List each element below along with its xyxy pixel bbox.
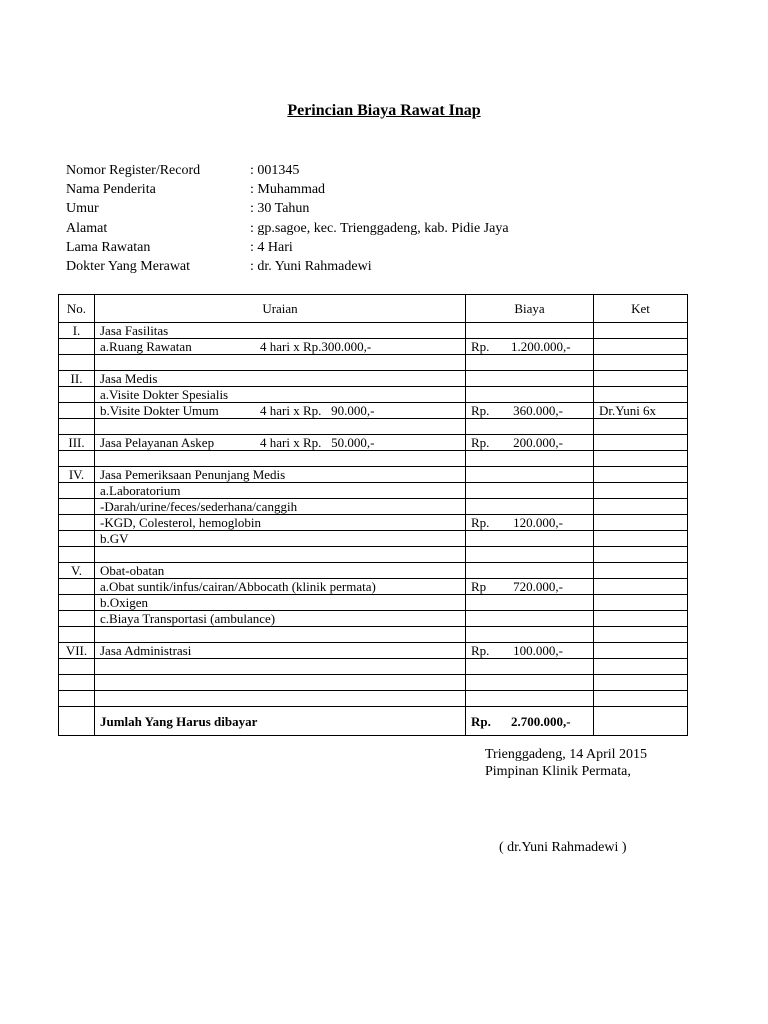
header-no: No.: [59, 295, 95, 323]
row-no: IV.: [59, 467, 95, 483]
row-ket: [594, 435, 688, 451]
row-description-cell: [95, 627, 466, 643]
table-row: [59, 499, 688, 515]
row-ket: [594, 611, 688, 627]
row-description-cell: [95, 435, 466, 451]
row-description: Jasa Pelayanan Askep: [100, 435, 215, 450]
info-label: Nomor Register/Record: [66, 163, 201, 178]
row-description-cell: [95, 355, 466, 371]
row-currency: Rp: [471, 579, 487, 594]
row-ket: [594, 451, 688, 467]
row-description-cell: [95, 483, 466, 499]
row-description: a.Ruang Rawatan: [100, 339, 192, 354]
row-ket: [594, 355, 688, 371]
row-description-cell: [95, 499, 466, 515]
header-uraian: Uraian: [95, 295, 466, 323]
info-row: [66, 257, 509, 276]
row-description-cell: [95, 387, 466, 403]
table-row: [59, 563, 688, 579]
cost-table: [58, 294, 688, 736]
row-currency: Rp.: [471, 643, 490, 658]
row-no: [59, 339, 95, 355]
row-description-cell: [95, 675, 466, 691]
row-amount-cell: [466, 355, 594, 371]
table-row: [59, 323, 688, 339]
table-row: [59, 515, 688, 531]
row-description: Jasa Pemeriksaan Penunjang Medis: [100, 467, 286, 482]
table-row: [59, 547, 688, 563]
row-amount-cell: [466, 659, 594, 675]
header-ket: Ket: [594, 295, 688, 323]
row-ket: [594, 691, 688, 707]
table-row: [59, 579, 688, 595]
table-row: [59, 627, 688, 643]
row-description: Obat-obatan: [100, 563, 165, 578]
row-description: a.Visite Dokter Spesialis: [100, 387, 229, 402]
info-value: : 001345: [250, 163, 300, 178]
row-description: -KGD, Colesterol, hemoglobin: [100, 515, 262, 530]
row-amount-cell: [466, 339, 594, 355]
info-row: [66, 238, 509, 257]
row-amount-cell: [466, 643, 594, 659]
info-row: [66, 161, 509, 180]
row-no: III.: [59, 435, 95, 451]
row-ket: Dr.Yuni 6x: [594, 403, 688, 419]
row-description-cell: [95, 547, 466, 563]
table-row: [59, 451, 688, 467]
row-no: [59, 675, 95, 691]
row-no: II.: [59, 371, 95, 387]
total-row: [59, 707, 688, 736]
info-row: [66, 219, 509, 238]
row-description-cell: [95, 371, 466, 387]
row-amount-cell: [466, 323, 594, 339]
row-amount-cell: [466, 467, 594, 483]
signature-name: ( dr.Yuni Rahmadewi ): [499, 840, 627, 855]
row-currency: Rp.: [471, 339, 490, 354]
row-ket: [594, 659, 688, 675]
info-value: : 4 Hari: [250, 239, 293, 255]
row-ket: [594, 371, 688, 387]
row-amount-cell: [466, 611, 594, 627]
row-detail: 4 hari x Rp. 90.000,-: [260, 403, 375, 418]
row-ket: [594, 563, 688, 579]
row-amount-cell: [466, 403, 594, 419]
row-amount-cell: [466, 691, 594, 707]
row-description: a.Obat suntik/infus/cairan/Abbocath (klinik permata): [100, 579, 376, 594]
table-row: [59, 675, 688, 691]
row-no: [59, 483, 95, 499]
row-ket: [594, 643, 688, 659]
row-ket: [594, 531, 688, 547]
info-label: Dokter Yang Merawat: [66, 258, 191, 274]
row-description: Jasa Medis: [100, 371, 158, 386]
table-row: [59, 659, 688, 675]
row-description: b.Oxigen: [100, 595, 149, 610]
table-row: [59, 611, 688, 627]
row-no: [59, 595, 95, 611]
table-row: [59, 643, 688, 659]
row-no: [59, 403, 95, 419]
row-no: [59, 627, 95, 643]
row-description-cell: [95, 595, 466, 611]
row-no: [59, 611, 95, 627]
total-amount-cell: [466, 707, 594, 736]
table-row: [59, 403, 688, 419]
row-amount: 1.200.000,-: [511, 339, 571, 354]
row-description-cell: [95, 323, 466, 339]
row-description-cell: [95, 467, 466, 483]
row-currency: Rp.: [471, 403, 490, 418]
info-label: Nama Penderita: [66, 182, 156, 198]
table-row: [59, 339, 688, 355]
row-ket: [594, 627, 688, 643]
total-rp: Rp.: [471, 713, 491, 729]
row-no: [59, 659, 95, 675]
row-ket: [594, 595, 688, 611]
row-no: [59, 547, 95, 563]
row-currency: Rp.: [471, 515, 490, 530]
row-description-cell: [95, 339, 466, 355]
row-no: I.: [59, 323, 95, 339]
info-value: : Muhammad: [250, 182, 326, 198]
row-no: VII.: [59, 643, 95, 659]
row-no: [59, 419, 95, 435]
row-description-cell: [95, 451, 466, 467]
row-amount-cell: [466, 483, 594, 499]
row-ket: [594, 467, 688, 483]
row-ket: [594, 387, 688, 403]
signature-block: [485, 746, 647, 780]
row-description-cell: [95, 403, 466, 419]
row-amount-cell: [466, 547, 594, 563]
row-description: Jasa Administrasi: [100, 643, 192, 658]
table-row: [59, 387, 688, 403]
row-ket: [594, 339, 688, 355]
total-amount: 2.700.000,-: [511, 713, 571, 729]
total-no-cell: [59, 707, 95, 736]
row-amount-cell: [466, 563, 594, 579]
table-row: [59, 467, 688, 483]
info-value: : gp.sagoe, kec. Trienggadeng, kab. Pidie Jaya: [250, 220, 509, 236]
table-row: [59, 595, 688, 611]
row-amount-cell: [466, 435, 594, 451]
row-amount-cell: [466, 419, 594, 435]
row-amount-cell: [466, 531, 594, 547]
table-row: [59, 371, 688, 387]
row-no: [59, 499, 95, 515]
row-detail: 4 hari x Rp.300.000,-: [260, 339, 372, 354]
row-amount: 100.000,-: [513, 643, 563, 658]
row-ket: [594, 323, 688, 339]
row-description: c.Biaya Transportasi (ambulance): [100, 611, 276, 626]
row-description-cell: [95, 579, 466, 595]
table-row: [59, 691, 688, 707]
row-amount-cell: [466, 579, 594, 595]
row-description: a.Laboratorium: [100, 483, 181, 498]
row-description: b.Visite Dokter Umum: [100, 403, 219, 418]
patient-info: [66, 161, 509, 276]
row-description-cell: [95, 515, 466, 531]
row-description: -Darah/urine/feces/sederhana/canggih: [100, 499, 298, 514]
row-amount-cell: [466, 515, 594, 531]
row-description-cell: [95, 563, 466, 579]
table-header-row: [59, 295, 688, 323]
row-no: [59, 531, 95, 547]
row-ket: [594, 419, 688, 435]
row-no: [59, 579, 95, 595]
header-biaya: Biaya: [466, 295, 594, 323]
row-no: [59, 451, 95, 467]
table-row: [59, 483, 688, 499]
row-description-cell: [95, 659, 466, 675]
row-no: [59, 515, 95, 531]
row-ket: [594, 499, 688, 515]
row-amount-cell: [466, 387, 594, 403]
row-amount-cell: [466, 499, 594, 515]
row-description-cell: [95, 419, 466, 435]
row-description-cell: [95, 611, 466, 627]
signature-position: Pimpinan Klinik Permata,: [485, 764, 631, 779]
row-ket: [594, 579, 688, 595]
total-label: Jumlah Yang Harus dibayar: [95, 707, 466, 736]
row-ket: [594, 675, 688, 691]
document-title: Perincian Biaya Rawat Inap: [287, 102, 481, 119]
row-ket: [594, 547, 688, 563]
table-row: [59, 435, 688, 451]
table-row: [59, 419, 688, 435]
row-description: Jasa Fasilitas: [100, 323, 169, 338]
table-row: [59, 355, 688, 371]
row-amount-cell: [466, 595, 594, 611]
row-no: [59, 691, 95, 707]
total-ket-cell: [594, 707, 688, 736]
row-amount: 360.000,-: [513, 403, 563, 418]
info-label: Umur: [66, 201, 99, 217]
info-row: [66, 199, 509, 218]
row-no: [59, 355, 95, 371]
info-label: Alamat: [66, 220, 108, 236]
row-amount: 200.000,-: [513, 435, 563, 450]
row-description-cell: [95, 531, 466, 547]
table-row: [59, 531, 688, 547]
info-value: : dr. Yuni Rahmadewi: [250, 258, 372, 274]
row-amount: 120.000,-: [513, 515, 563, 530]
signature-place-date: Trienggadeng, 14 April 2015: [485, 747, 648, 762]
info-label: Lama Rawatan: [66, 239, 151, 255]
row-amount-cell: [466, 371, 594, 387]
info-value: : 30 Tahun: [250, 201, 310, 217]
row-currency: Rp.: [471, 435, 490, 450]
row-amount-cell: [466, 675, 594, 691]
row-amount: 720.000,-: [513, 579, 563, 594]
row-amount-cell: [466, 451, 594, 467]
row-description-cell: [95, 643, 466, 659]
row-no: V.: [59, 563, 95, 579]
row-no: [59, 387, 95, 403]
row-ket: [594, 483, 688, 499]
row-ket: [594, 515, 688, 531]
row-description-cell: [95, 691, 466, 707]
row-detail: 4 hari x Rp. 50.000,-: [260, 435, 375, 450]
row-amount-cell: [466, 627, 594, 643]
row-description: b.GV: [100, 531, 129, 546]
info-row: [66, 180, 509, 199]
